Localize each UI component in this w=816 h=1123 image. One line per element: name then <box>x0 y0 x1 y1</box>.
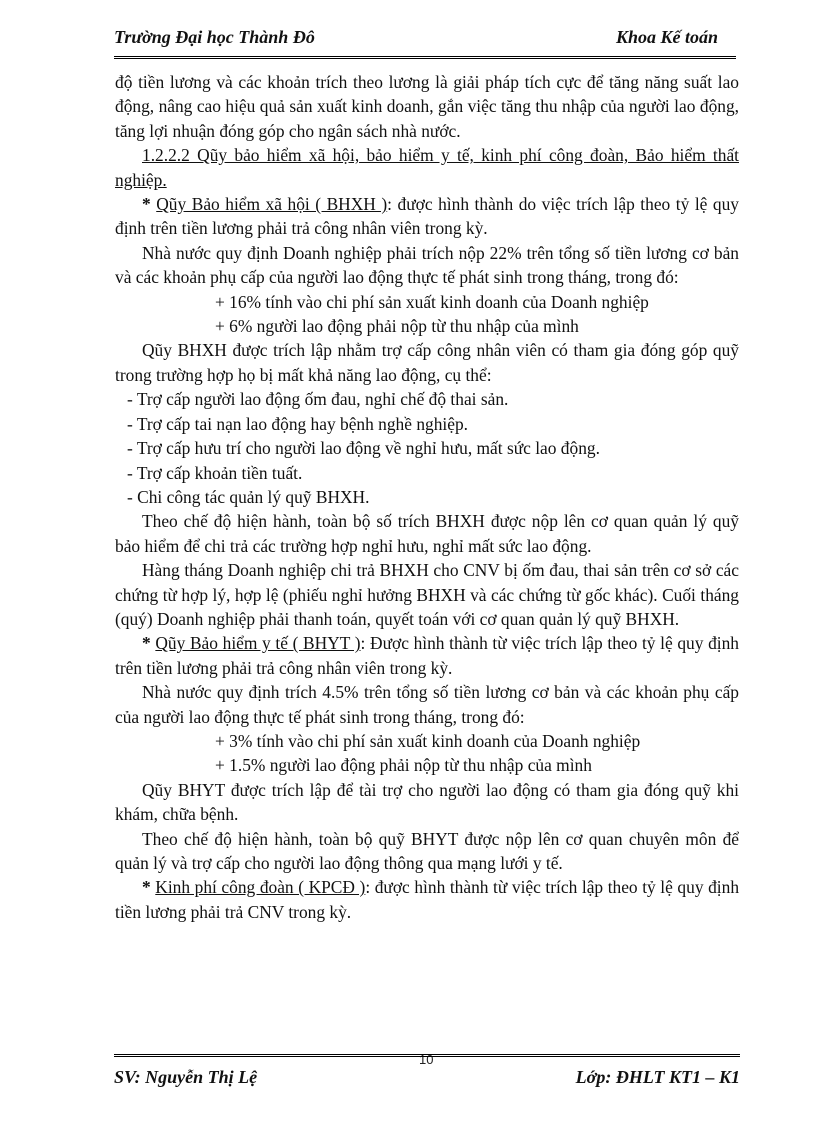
page-number: 10 <box>419 1052 434 1067</box>
paragraph-intro: độ tiền lương và các khoản trích theo lương là giải pháp tích cực để tăng năng suất lao động, nâng cao hiệu quả sản xuất kinh doanh, gắn việc tăng thu nhập của người lao động, tăng lợi nhuận đóng góp cho ngân sách nhà nước. <box>115 72 739 141</box>
paragraph-bhyt-rate: Nhà nước quy định trích 4.5% trên tổng số tiền lương cơ bản và các khoản phụ cấp của người lao động thực tế phát sinh trong tháng, trong đó: <box>115 682 739 727</box>
paragraph-bhyt-definition <box>115 631 739 680</box>
bhyt-item-2: + 1.5% người lao động phải nộp từ thu nhập của mình <box>215 755 592 776</box>
paragraph-bhxh-definition <box>115 192 739 241</box>
bhxh-list-item: - Chi công tác quản lý quỹ BHXH. <box>127 486 370 507</box>
page-header <box>114 24 736 59</box>
document-body <box>115 70 739 924</box>
header-faculty: Khoa Kế toán <box>615 27 718 47</box>
bhyt-item-1: + 3% tính vào chi phí sản xuất kinh doanh của Doanh nghiệp <box>215 730 641 751</box>
paragraph-bhxh-regime: Theo chế độ hiện hành, toàn bộ số trích BHXH được nộp lên cơ quan quản lý quỹ bảo hiểm để chi trả các trường hợp nghỉ hưu, nghỉ mất sức lao động. <box>115 511 739 556</box>
bhxh-list-item: - Trợ cấp người lao động ốm đau, nghỉ chế độ thai sản. <box>127 389 509 410</box>
bhxh-title: Qũy Bảo hiểm xã hội ( BHXH ) <box>156 194 388 215</box>
bullet-star: * <box>142 877 156 898</box>
bullet-star: * <box>142 194 157 215</box>
kpcd-definition: : được hình thành từ việc trích lập theo tỷ lệ quy định tiền lương phải trả CNV trong kỳ. <box>115 877 740 922</box>
bhxh-list-item: - Trợ cấp khoản tiền tuất. <box>127 462 303 483</box>
footer-class: Lớp: ĐHLT KT1 – K1 <box>575 1067 740 1087</box>
bhxh-list-item: - Trợ cấp hưu trí cho người lao động về nghỉ hưu, mất sức lao động. <box>127 438 600 459</box>
paragraph-bhxh-purpose: Qũy BHXH được trích lập nhằm trợ cấp công nhân viên có tham gia đóng góp quỹ trong trường hợp họ bị mất khả năng lao động, cụ thể: <box>115 340 739 385</box>
paragraph-bhyt-purpose: Qũy BHYT được trích lập để tài trợ cho người lao động có tham gia đóng quỹ khi khám, chữa bệnh. <box>115 779 739 825</box>
bhyt-title: Qũy Bảo hiểm y tế ( BHYT ) <box>155 633 361 654</box>
kpcd-title: Kinh phí công đoàn ( KPCĐ ) <box>155 877 366 898</box>
bhyt-definition: : Được hình thành từ việc trích lập theo tỷ lệ quy định trên tiền lương phải trả công nhân viên trong kỳ. <box>115 633 740 678</box>
section-heading: 1.2.2.2 Qũy bảo hiểm xã hội, bảo hiểm y tế, kinh phí công đoàn, Bảo hiểm thất nghiệp. <box>115 145 739 190</box>
bhxh-item-1: + 16% tính vào chi phí sản xuất kinh doanh của Doanh nghiệp <box>215 291 649 312</box>
header-school: Trường Đại học Thành Đô <box>114 27 315 47</box>
footer-student: SV: Nguyễn Thị Lệ <box>114 1067 258 1087</box>
paragraph-bhxh-monthly: Hàng tháng Doanh nghiệp chi trả BHXH cho CNV bị ốm đau, thai sản trên cơ sở các chứng từ hợp lý, hợp lệ (phiếu nghỉ hưởng BHXH và các chứng từ gốc khác). Cuối tháng (quý) Doanh nghiệp phải thanh toán, quyết toán với cơ quan quản lý quỹ BHXH. <box>115 560 739 629</box>
bhxh-list-item: - Trợ cấp tai nạn lao động hay bệnh nghề nghiệp. <box>127 413 469 434</box>
bhxh-item-2: + 6% người lao động phải nộp từ thu nhập của mình <box>215 316 579 337</box>
paragraph-bhyt-regime: Theo chế độ hiện hành, toàn bộ quỹ BHYT được nộp lên cơ quan chuyên môn để quản lý và trợ cấp cho người lao động thông qua mạng lưới y tế. <box>115 828 739 873</box>
bhxh-definition: : được hình thành do việc trích lập theo tỷ lệ quy định trên tiền lương phải trả công nhân viên trong kỳ. <box>115 194 739 239</box>
paragraph-kpcd-definition <box>115 875 739 924</box>
paragraph-bhxh-rate: Nhà nước quy định Doanh nghiệp phải trích nộp 22% trên tổng số tiền lương cơ bản và các khoản phụ cấp của người lao động thực tế phát sinh trong tháng, trong đó: <box>115 242 739 288</box>
page-footer <box>114 1054 740 1091</box>
bullet-star: * <box>142 633 156 654</box>
